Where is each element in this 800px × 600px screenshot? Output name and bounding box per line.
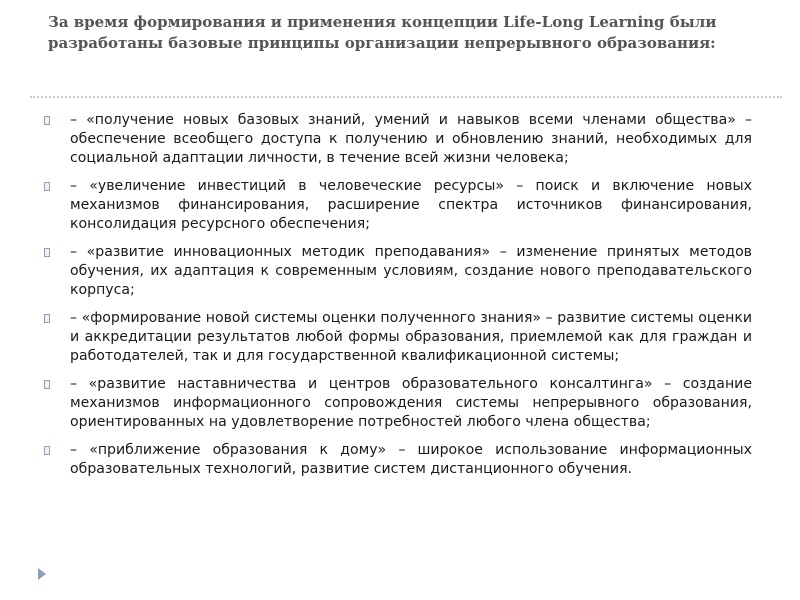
- bullet-text: – «приближение образования к дому» – широкое использование информационных образовательных технологий, развитие систем дистанционного обучения.: [70, 442, 752, 477]
- list-item: [44, 375, 752, 432]
- list-item: [44, 441, 752, 479]
- list-item: [44, 309, 752, 366]
- triangle-right-icon: [38, 568, 46, 580]
- list-item: [44, 111, 752, 168]
- square-bullet-icon: [44, 116, 50, 125]
- square-bullet-icon: [44, 182, 50, 191]
- bullet-text: – «развитие наставничества и центров образовательного консалтинга» – создание механизмов информационного сопровождения системы непрерывного образования, ориентированных на удовлетворение потребностей любого члена общества;: [70, 376, 752, 430]
- bullet-text: – «увеличение инвестиций в человеческие ресурсы» – поиск и включение новых механизмов финансирования, расширение спектра источников финансирования, консолидация ресурсного обеспечения;: [70, 178, 752, 232]
- square-bullet-icon: [44, 314, 50, 323]
- square-bullet-icon: [44, 446, 50, 455]
- bullet-text: – «формирование новой системы оценки полученного знания» – развитие системы оценки и аккредитации результатов любой формы образования, приемлемой как для граждан и работодателей, так и для государственной квалификационной системы;: [70, 310, 752, 364]
- list-item: [44, 177, 752, 234]
- title-divider: [30, 96, 782, 98]
- bullet-text: – «получение новых базовых знаний, умений и навыков всеми членами общества» – обеспечение всеобщего доступа к получению и обновлению знаний, необходимых для социальной адаптации личности, в течение всей жизни человека;: [70, 112, 752, 166]
- bullet-list: [44, 111, 752, 488]
- list-item: [44, 243, 752, 300]
- square-bullet-icon: [44, 248, 50, 257]
- bullet-text: – «развитие инновационных методик преподавания» – изменение принятых методов обучения, их адаптация к современным условиям, создание нового преподавательского корпуса;: [70, 244, 752, 298]
- square-bullet-icon: [44, 380, 50, 389]
- slide-title: За время формирования и применения концепции Life-Long Learning были разработаны базовые принципы организации непрерывного образования:: [48, 13, 717, 52]
